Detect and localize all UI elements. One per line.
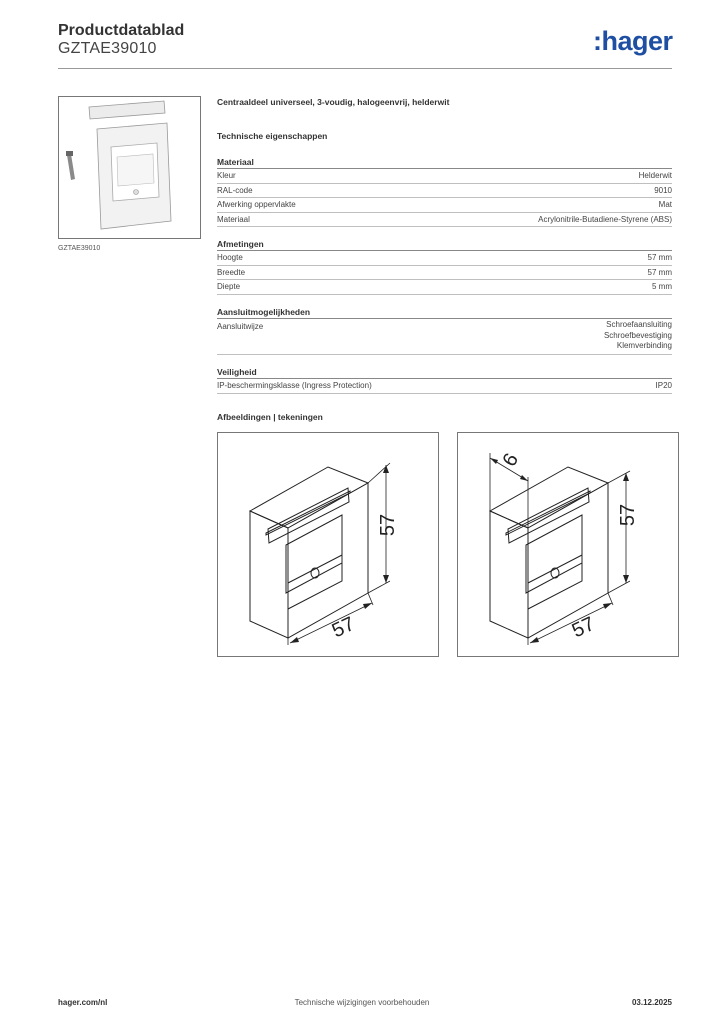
row-value: Acrylonitrile-Butadiene-Styrene (ABS): [538, 214, 672, 224]
drawings-heading: Afbeeldingen | tekeningen: [217, 412, 323, 422]
row-value: Schroefbevestiging: [603, 330, 672, 340]
row-label: Kleur: [217, 171, 236, 180]
drawing-side: [457, 432, 679, 657]
product-description: Centraaldeel universeel, 3-voudig, halogeenvrij, helderwit: [217, 97, 450, 107]
row-value-list: [604, 320, 672, 352]
drawing-front: [217, 432, 439, 657]
section-veiligheid: [217, 366, 672, 394]
row-value: 9010: [654, 185, 672, 195]
row-value: Klemverbinding: [616, 341, 672, 350]
row-label: IP-beschermingsklasse (Ingress Protection): [217, 381, 372, 390]
product-photo: [58, 96, 201, 239]
row-value: Mat: [658, 200, 672, 209]
section-materiaal: [217, 156, 672, 227]
table-row: [217, 213, 672, 228]
row-value: Helderwit: [638, 171, 672, 180]
footer-url[interactable]: hager.com/nl: [58, 998, 108, 1007]
tech-properties-heading: Technische eigenschappen: [217, 131, 328, 141]
row-value: 57 mm: [647, 253, 672, 262]
table-row: [217, 319, 672, 355]
product-code: GZTAE39010: [58, 40, 157, 57]
row-value: Schroefaansluiting: [606, 320, 672, 329]
table-row: [217, 198, 672, 213]
section-title: Veiligheid: [217, 366, 672, 379]
row-value: 57 mm: [647, 267, 672, 277]
hager-logo: :hager: [593, 26, 673, 56]
product-photo-illustration: [59, 97, 200, 238]
row-label: Breedte: [217, 267, 246, 277]
row-label: RAL-code: [217, 185, 253, 195]
page-title: Productdatablad: [58, 22, 185, 39]
section-afmetingen: [217, 238, 672, 295]
row-label: Materiaal: [217, 214, 250, 224]
front-height-label: 57: [377, 513, 399, 537]
header-divider: [58, 68, 672, 69]
table-row: [217, 280, 672, 295]
front-drawing-svg: [218, 433, 438, 656]
section-title: Afmetingen: [217, 238, 672, 251]
side-depth-label: 6: [498, 449, 524, 471]
table-row: [217, 251, 672, 266]
row-label: Aansluitwijze: [217, 322, 264, 331]
side-height-label: 57: [617, 503, 639, 527]
section-title: Aansluitmogelijkheden: [217, 306, 672, 319]
photo-caption: GZTAE39010: [58, 245, 101, 252]
section-aansluitmogelijkheden: [217, 306, 672, 355]
row-value: IP20: [655, 381, 672, 390]
table-row: [217, 266, 672, 281]
row-value: 5 mm: [652, 282, 672, 291]
table-row: [217, 379, 672, 394]
row-label: Diepte: [217, 282, 241, 291]
side-width-label: 57: [568, 612, 599, 643]
row-label: Hoogte: [217, 253, 243, 262]
footer-note: Technische wijzigingen voorbehouden: [294, 998, 430, 1007]
table-row: [217, 169, 672, 184]
footer-date: 03.12.2025: [631, 998, 672, 1007]
row-label: Afwerking oppervlakte: [217, 200, 296, 209]
front-width-label: 57: [328, 612, 359, 643]
side-drawing-svg: [458, 433, 678, 656]
table-row: [217, 184, 672, 199]
section-title: Materiaal: [217, 156, 672, 169]
